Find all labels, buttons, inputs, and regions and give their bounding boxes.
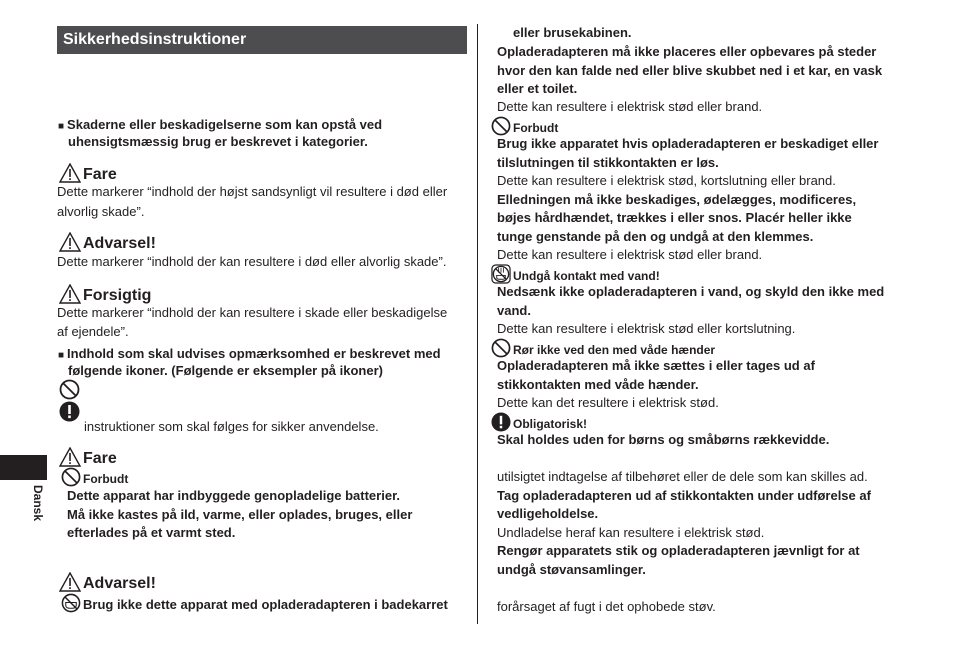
right-line: hvor den kan falde ned eller blive skubbet ned i et kar, en vask <box>497 63 883 78</box>
right-line: bøjes hårdhændet, trækkes i eller snos. Placér heller ikke <box>497 210 852 225</box>
battery-line-2: Må ikke kastes på ild, varme, eller oplades, bruges, eller <box>67 507 413 522</box>
mandatory-text: Obligatorisk! <box>513 417 588 431</box>
fare-desc-2: alvorlig skade”. <box>57 204 145 219</box>
right-line: Rengør apparatets stik og opladeradapteren jævnligt for at <box>497 543 860 558</box>
forbudt-label-right <box>491 116 558 137</box>
right-line: tilslutningen til stikkontakten er løs. <box>497 155 719 170</box>
battery-line-3: efterlades på et varmt sted. <box>67 525 236 540</box>
right-line: Undladelse heraf kan resultere i elektrisk stød. <box>497 525 765 540</box>
column-divider <box>477 24 478 624</box>
forbudt-text: Forbudt <box>513 121 559 135</box>
prohibition-icon <box>491 116 511 136</box>
wet-hands-label <box>491 338 715 359</box>
warning-triangle-icon <box>59 447 81 467</box>
forsigtig-heading <box>59 284 151 306</box>
fare-title: Fare <box>83 166 117 183</box>
forsigtig-desc: Dette markerer “indhold der kan resultere i skade eller beskadigelse <box>57 305 448 320</box>
fare2-heading <box>59 447 117 469</box>
section-heading: Sikkerhedsinstruktioner <box>57 26 467 54</box>
right-line: Skal holdes uden for børns og småbørns rækkevidde. <box>497 432 830 447</box>
wet-hands-text: Rør ikke ved den med våde hænder <box>513 343 716 357</box>
forsigtig-desc-2: af ejendele”. <box>57 324 129 339</box>
right-line: Dette kan det resultere i elektrisk stød. <box>497 395 719 410</box>
advarsel2-title: Advarsel! <box>83 575 156 592</box>
right-line: Brug ikke apparatet hvis opladeradapteren er beskadiget eller <box>497 136 879 151</box>
forsigtig-title: Forsigtig <box>83 287 152 304</box>
warning-triangle-icon <box>59 232 81 252</box>
right-line: Dette kan resultere i elektrisk stød eller kortslutning. <box>497 321 796 336</box>
right-line: Elledningen må ikke beskadiges, ødelægges, modificeres, <box>497 192 857 207</box>
language-label: Dansk <box>31 485 45 522</box>
warning-triangle-icon <box>59 163 81 183</box>
right-line: eller et toilet. <box>497 81 578 96</box>
mandatory-label <box>491 412 587 433</box>
right-line: undgå støvansamlinger. <box>497 562 646 577</box>
bath-warning <box>61 593 448 614</box>
warning-triangle-icon <box>59 572 81 592</box>
intro-text: Skaderne eller beskadigelserne som kan opstå ved <box>67 117 383 132</box>
battery-line-1: Dette apparat har indbyggede genopladelige batterier. <box>67 488 401 503</box>
bullet-square-icon: ■ <box>58 121 65 132</box>
prohibition-icon <box>61 467 81 487</box>
right-line: Nedsænk ikke opladeradapteren i vand, og skyld den ikke med <box>497 284 885 299</box>
fare-heading <box>59 163 117 185</box>
warning-triangle-icon <box>59 284 81 304</box>
advarsel2-heading <box>59 572 156 594</box>
bullet-square-icon: ■ <box>58 350 65 361</box>
advarsel-title: Advarsel! <box>83 235 156 252</box>
indhold-text: Indhold som skal udvises opmærksomhed er beskrevet med <box>67 346 441 361</box>
language-tab <box>0 455 47 480</box>
right-line: Dette kan resultere i elektrisk stød eller brand. <box>497 99 763 114</box>
right-line: utilsigtet indtagelse af tilbehøret eller de dele som kan skilles ad. <box>497 469 868 484</box>
icon-note: instruktioner som skal følges for sikker anvendelse. <box>84 419 379 434</box>
fare2-title: Fare <box>83 450 117 467</box>
right-line: forårsaget af fugt i det ophobede støv. <box>497 599 716 614</box>
no-bathing-icon <box>61 593 81 613</box>
forbudt-label-left <box>61 467 128 488</box>
advarsel-heading <box>59 232 156 254</box>
right-line: vedligeholdelse. <box>497 506 599 521</box>
prohibition-icon <box>59 379 80 400</box>
intro-text-2: uhensigtsmæssig brug er beskrevet i kategorier. <box>68 134 368 149</box>
right-line: Opladeradapteren må ikke sættes i eller tages ud af <box>497 358 815 373</box>
indhold-text-2: følgende ikoner. (Følgende er eksempler på ikoner) <box>68 363 383 378</box>
prohibition-icon <box>491 338 511 358</box>
right-line: Dette kan resultere i elektrisk stød eller brand. <box>497 247 763 262</box>
right-line: Tag opladeradapteren ud af stikkontakten under udførelse af <box>497 488 871 503</box>
right-line: tunge genstande på den og undgå at den klemmes. <box>497 229 814 244</box>
right-line: Opladeradapteren må ikke placeres eller opbevares på steder <box>497 44 877 59</box>
mandatory-icon <box>491 412 511 432</box>
fare-desc: Dette markerer “indhold der højst sandsynligt vil resultere i død eller <box>57 184 448 199</box>
advarsel-desc: Dette markerer “indhold der kan resultere i død eller alvorlig skade”. <box>57 254 447 269</box>
right-line: stikkontakten med våde hænder. <box>497 377 699 392</box>
no-water-label <box>491 264 660 285</box>
mandatory-icon <box>59 401 80 422</box>
right-line: eller brusekabinen. <box>513 25 632 40</box>
no-water-icon <box>491 264 511 284</box>
right-line: Dette kan resultere i elektrisk stød, kortslutning eller brand. <box>497 173 836 188</box>
right-line: vand. <box>497 303 531 318</box>
forbudt-text: Forbudt <box>83 472 129 486</box>
no-water-text: Undgå kontakt med vand! <box>513 269 660 283</box>
bath-text: Brug ikke dette apparat med opladeradapteren i badekarret <box>83 597 448 612</box>
